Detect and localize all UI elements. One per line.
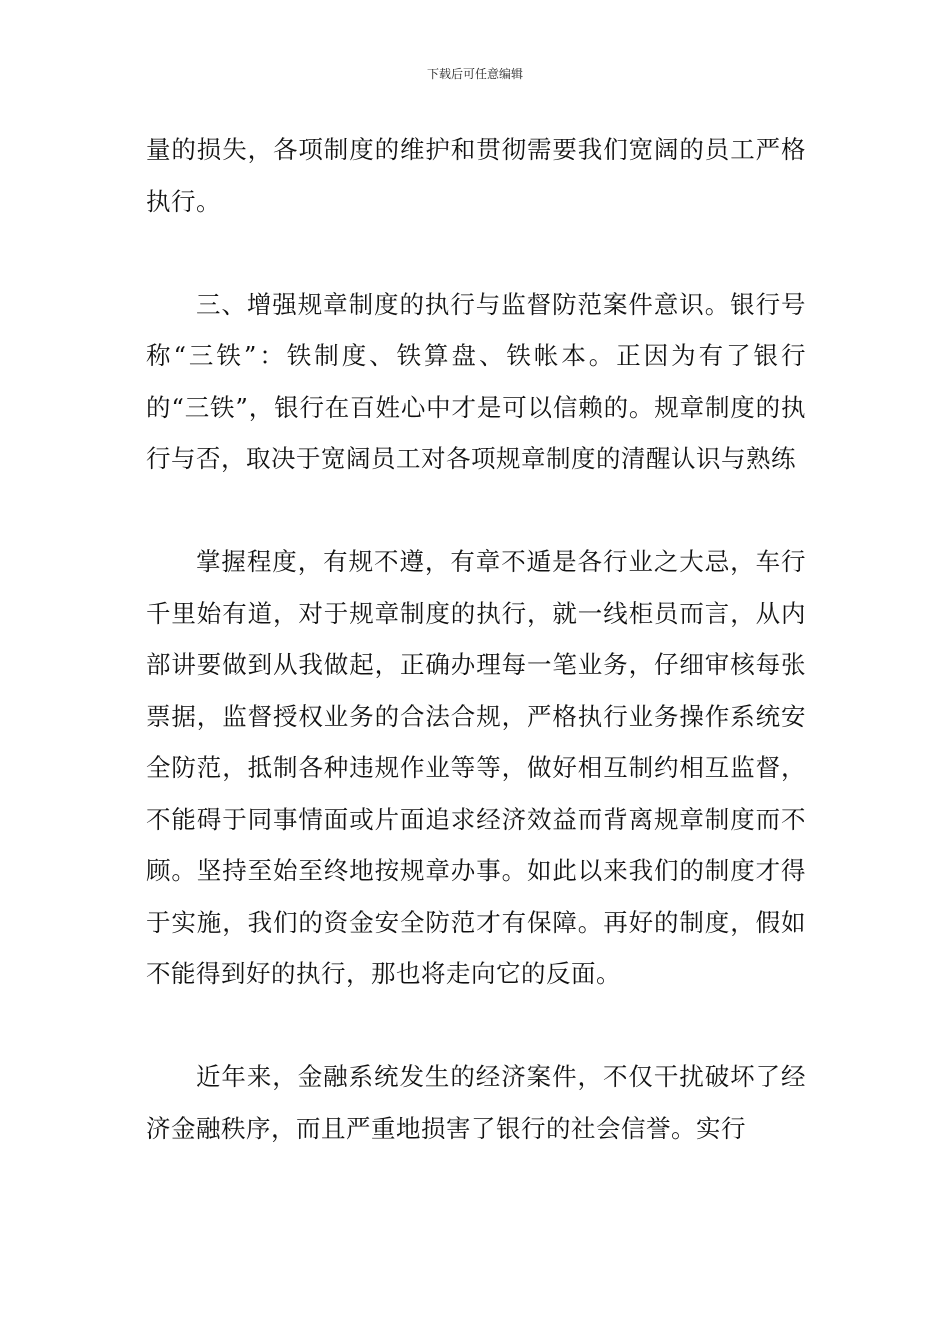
paragraph-spacer	[146, 227, 806, 279]
paragraph-spacer	[146, 1000, 806, 1052]
page-header: 下载后可任意编辑	[426, 67, 523, 81]
paragraph-spacer	[146, 485, 806, 537]
paragraph-3: 掌握程度，有规不遵，有章不遁是各行业之大忌，车行千里始有道，对于规章制度的执行，就一线柜员而言，从内部讲要做到从我做起，正确办理每一笔业务，仔细审核每张票据，监督授权业务的合法合规，严格执行业务操作系统安全防范，抵制各种违规作业等等，做好相互制约相互监督，不能碍于同事情面或片面追求经济效益而背离规章制度而不顾。坚持至始至终地按规章办事。如此以来我们的制度才得于实施，我们的资金安全防范才有保障。再好的制度，假如不能得到好的执行，那也将走向它的反面。	[146, 547, 806, 988]
paragraph-4: 近年来，金融系统发生的经济案件，不仅干扰破坏了经济金融秩序，而且严重地损害了银行的社会信誉。实行	[146, 1062, 806, 1143]
paragraph-2: 三、增强规章制度的执行与监督防范案件意识。银行号称“三铁”：铁制度、铁算盘、铁帐本。正因为有了银行的“三铁”，银行在百姓心中才是可以信赖的。规章制度的执行与否，取决于宽阔员工对各项规章制度的清醒认识与熟练	[146, 289, 806, 473]
paragraph-1: 量的损失，各项制度的维护和贯彻需要我们宽阔的员工严格执行。	[146, 135, 806, 216]
document-body	[146, 124, 806, 1154]
